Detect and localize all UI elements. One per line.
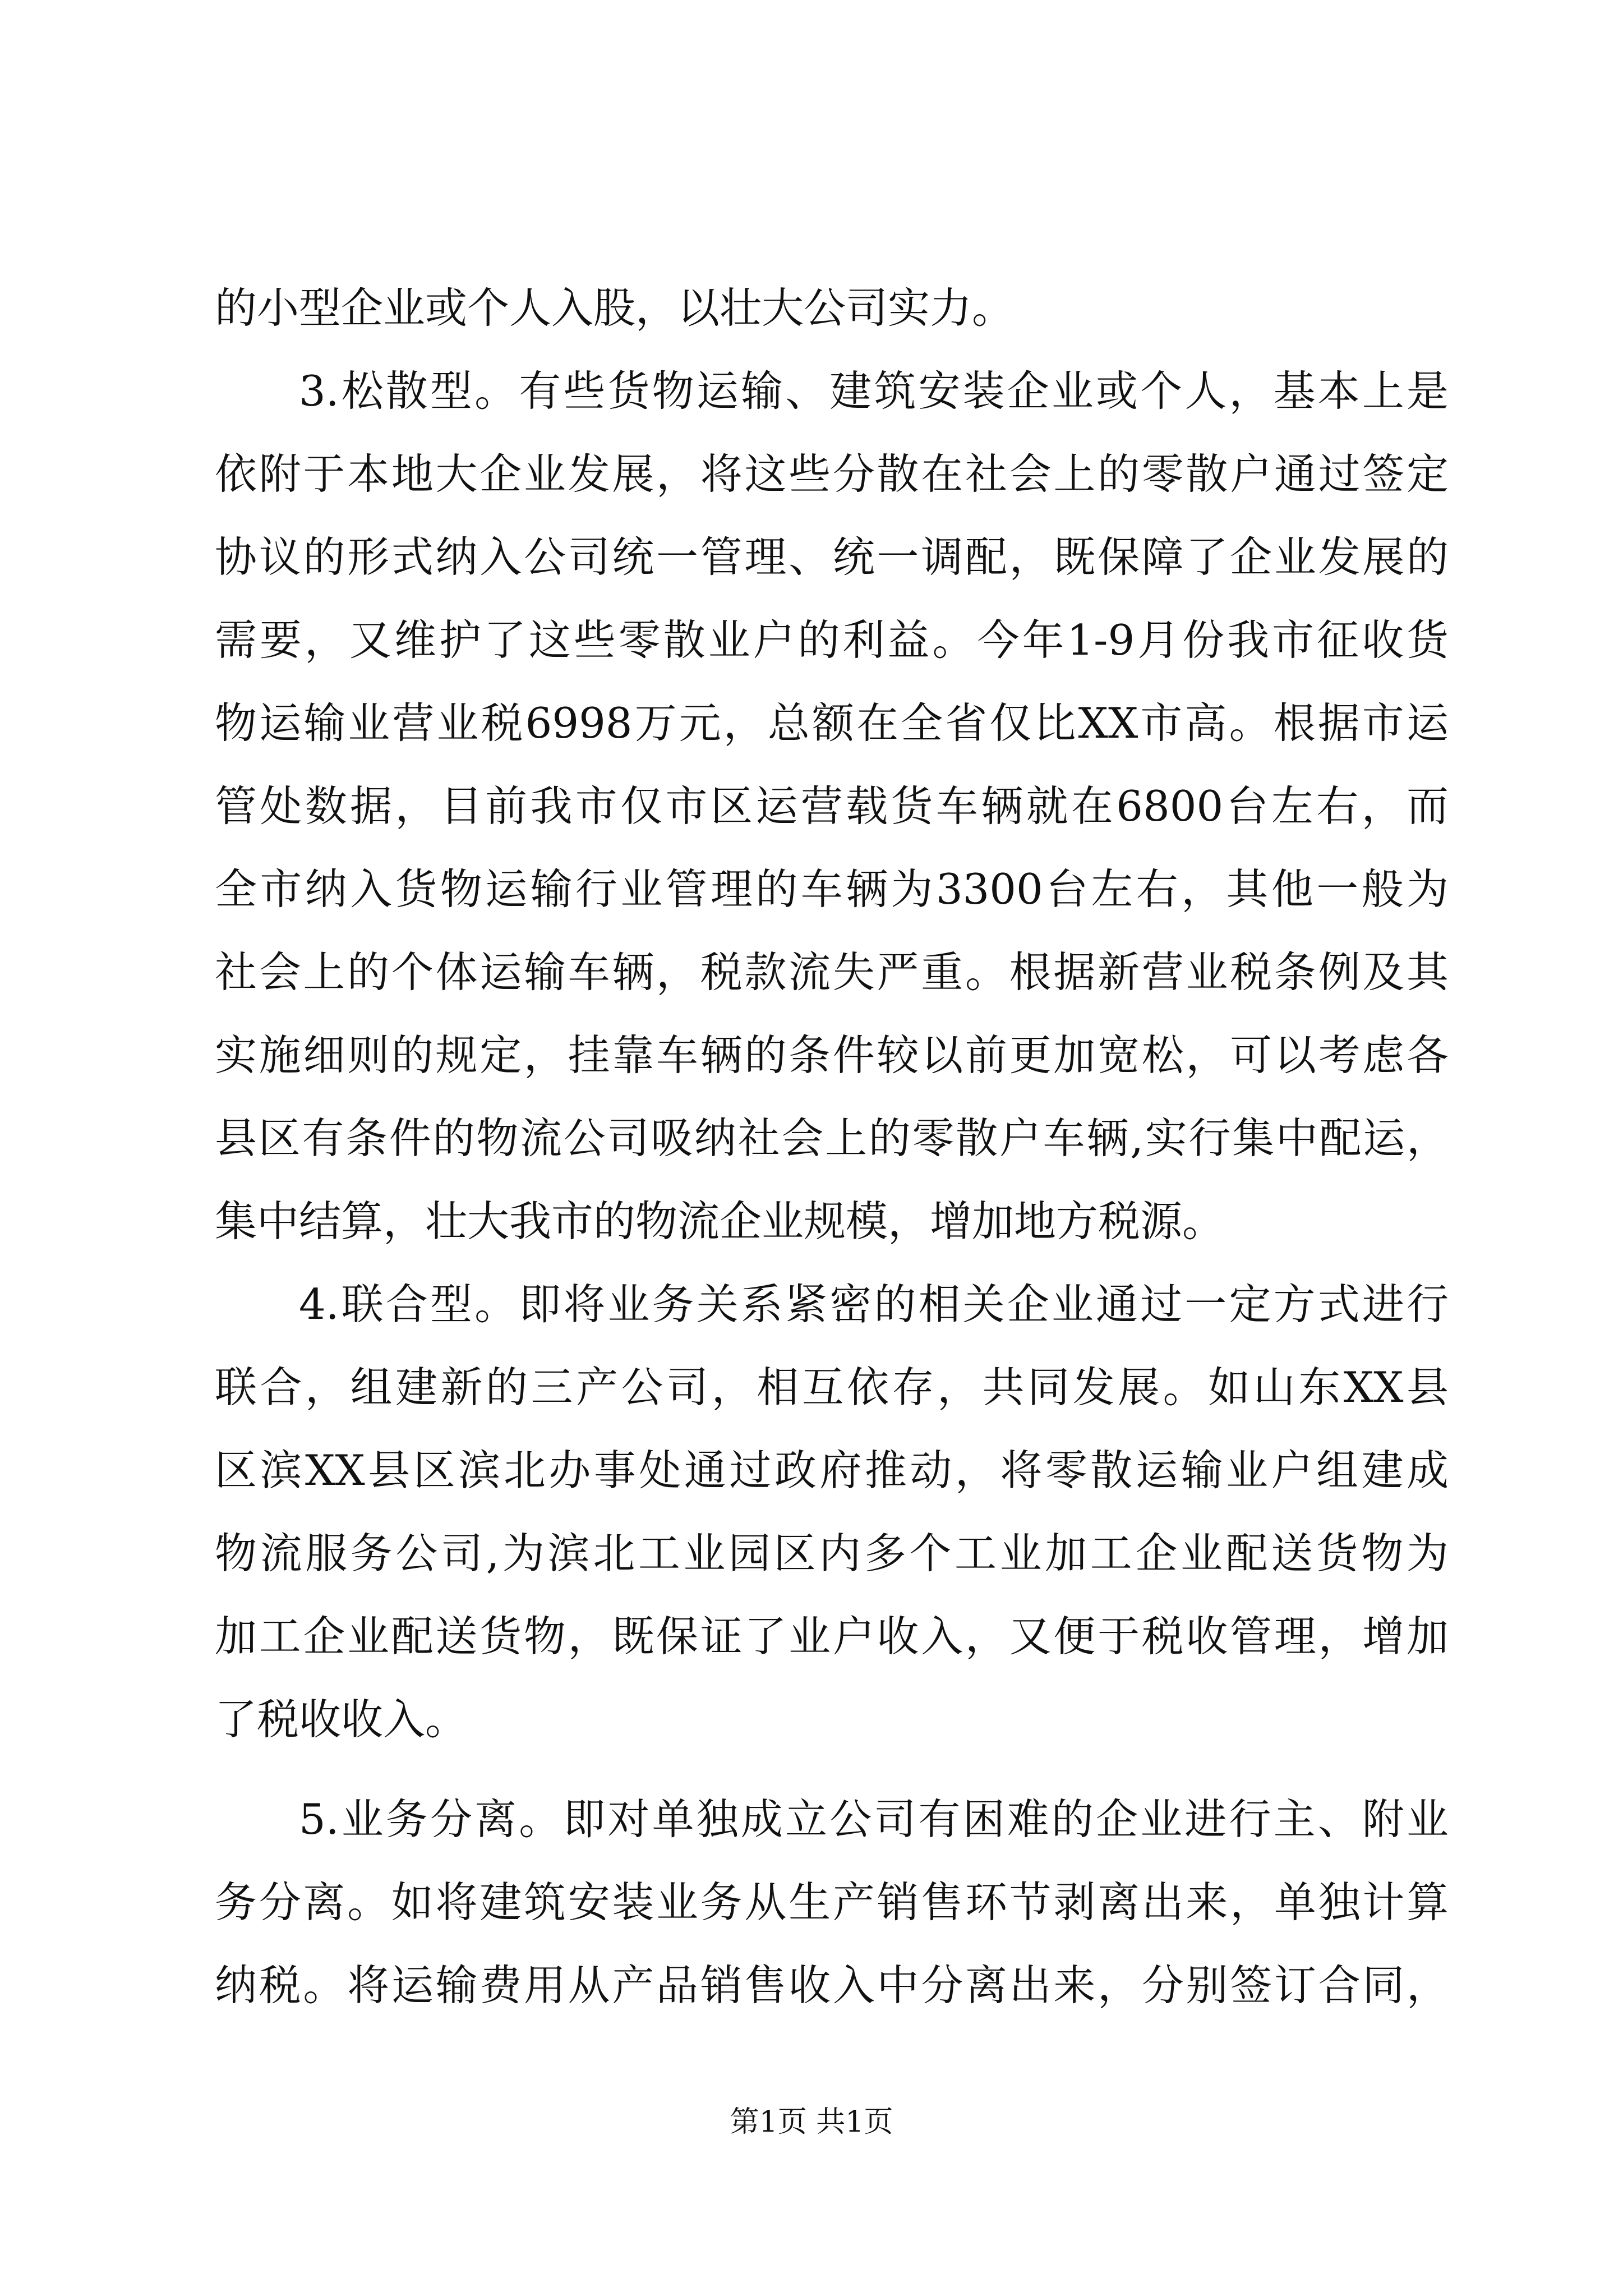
text-line: 社会上的个体运输车辆，税款流失严重。根据新营业税条例及其 (215, 947, 1449, 997)
paragraph-4 (215, 1778, 1449, 2027)
paragraph-3 (215, 1263, 1449, 1761)
text-line: 的小型企业或个人入股，以壮大公司实力。 (215, 283, 1015, 333)
text-line: 4.联合型。即将业务关系紧密的相关企业通过一定方式进行 (299, 1280, 1449, 1329)
paragraph-1 (215, 266, 1449, 349)
text-line: 物流服务公司,为滨北工业园区内多个工业加工企业配送货物为 (215, 1529, 1449, 1578)
text-line: 集中结算，壮大我市的物流企业规模，增加地方税源。 (215, 1197, 1225, 1246)
text-line: 依附于本地大企业发展，将这些分散在社会上的零散户通过签定 (215, 449, 1449, 499)
text-line: 物运输业营业税6998万元，总额在全省仅比XX市高。根据市运 (215, 698, 1449, 748)
text-line: 3.松散型。有些货物运输、建筑安装企业或个人，基本上是 (299, 366, 1449, 416)
text-line: 纳税。将运输费用从产品销售收入中分离出来，分别签订合同， (215, 1961, 1449, 2010)
text-line: 县区有条件的物流公司吸纳社会上的零散户车辆,实行集中配运， (215, 1114, 1449, 1163)
text-line: 需要，又维护了这些零散业户的利益。今年1-9月份我市征收货 (215, 615, 1449, 665)
page-footer: 第1页 共1页 (730, 2105, 893, 2139)
paragraph-2 (215, 349, 1449, 1263)
text-line: 了税收收入。 (215, 1695, 468, 1744)
text-line: 务分离。如将建筑安装业务从生产销售环节剥离出来，单独计算 (215, 1878, 1449, 1927)
text-line: 加工企业配送货物，既保证了业户收入，又便于税收管理，增加 (215, 1612, 1449, 1661)
body-text (215, 266, 1449, 2027)
text-line: 联合，组建新的三产公司，相互依存，共同发展。如山东XX县 (215, 1363, 1449, 1412)
text-line: 管处数据，目前我市仅市区运营载货车辆就在6800台左右，而 (215, 781, 1449, 831)
text-line: 实施细则的规定，挂靠车辆的条件较以前更加宽松，可以考虑各 (215, 1030, 1449, 1080)
text-line: 协议的形式纳入公司统一管理、统一调配，既保障了企业发展的 (215, 532, 1449, 582)
text-line: 全市纳入货物运输行业管理的车辆为3300台左右，其他一般为 (215, 864, 1449, 914)
paragraph-gap (215, 1761, 1449, 1778)
text-line: 区滨XX县区滨北办事处通过政府推动，将零散运输业户组建成 (215, 1446, 1449, 1495)
text-line: 5.业务分离。即对单独成立公司有困难的企业进行主、附业 (299, 1795, 1449, 1844)
